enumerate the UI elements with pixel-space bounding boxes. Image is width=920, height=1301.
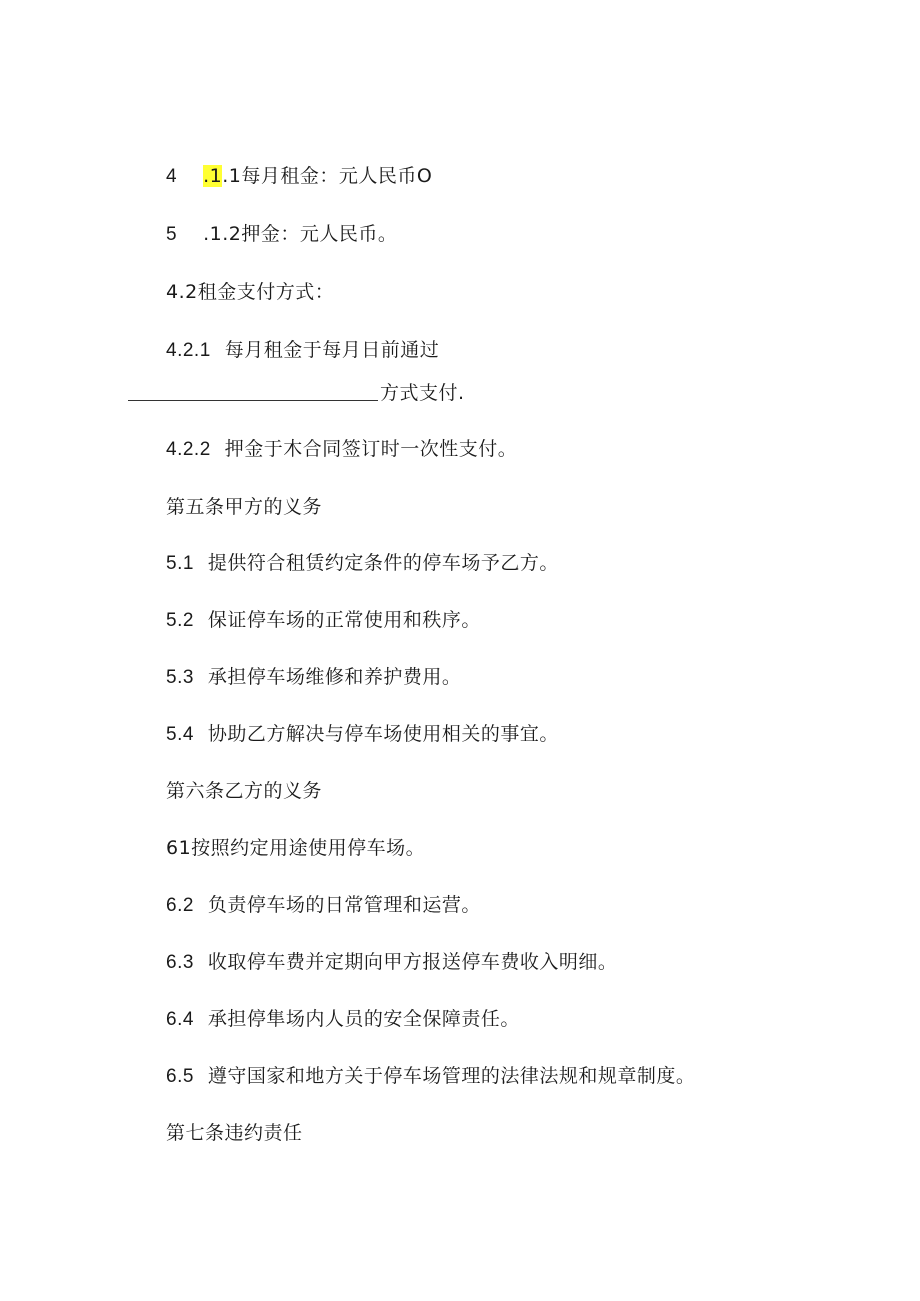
payment-method-text	[380, 380, 465, 406]
clause-text: 每月租金于每月日前通过	[224, 339, 440, 361]
clause-4-2	[166, 279, 334, 305]
clause-4-1-1	[166, 163, 432, 190]
clause-4-2-1	[166, 337, 439, 364]
clause-number: 4.2.2	[166, 439, 211, 460]
clause-6-4	[166, 1006, 520, 1033]
clause-number: 5	[166, 224, 178, 245]
clause-text: 承担停隼场内人员的安全保障责任。	[207, 1008, 520, 1030]
clause-6-2	[166, 892, 481, 919]
clause-5-4	[166, 721, 559, 748]
clause-5-3	[166, 664, 461, 691]
article-6-heading	[166, 778, 322, 804]
clause-number: 4	[166, 166, 178, 187]
clause-text: 方式支付.	[380, 382, 465, 404]
clause-number: 6.5	[166, 1066, 194, 1087]
clause-text: 负责停车场的日常管理和运营。	[207, 894, 481, 916]
heading-text: 第七条违约责任	[166, 1122, 303, 1144]
clause-5-1	[166, 550, 559, 577]
clause-6-5	[166, 1063, 695, 1090]
clause-text: 保证停车场的正常使用和秩序。	[207, 609, 481, 631]
clause-4-2-2	[166, 436, 517, 463]
clause-6-3	[166, 949, 617, 976]
clause-number: 5.3	[166, 667, 194, 688]
clause-number: 6.3	[166, 952, 194, 973]
fill-in-blank-line	[128, 400, 378, 401]
highlighted-text: .1	[203, 165, 223, 187]
clause-5-1-2	[166, 221, 397, 248]
clause-5-2	[166, 607, 481, 634]
heading-text: 第六条乙方的义务	[166, 780, 323, 802]
clause-number: 5.1	[166, 553, 194, 574]
clause-text: 协助乙方解决与停车场使用相关的事宜。	[207, 723, 559, 745]
clause-number: 5.2	[166, 610, 194, 631]
clause-text: 61按照约定用途使用停车场。	[166, 837, 426, 859]
clause-text: 4.2租金支付方式：	[166, 281, 335, 303]
clause-text: 遵守国家和地方关于停车场管理的法律法规和规章制度。	[207, 1065, 696, 1087]
clause-number: 5.4	[166, 724, 194, 745]
article-7-heading	[166, 1120, 303, 1146]
clause-number: 4.2.1	[166, 340, 211, 361]
clause-text: .1.2押金：元人民币。	[203, 223, 398, 245]
clause-text: 押金于木合同签订时一次性支付。	[224, 438, 518, 460]
clause-text: 提供符合租赁约定条件的停车场予乙方。	[207, 552, 559, 574]
clause-text: 承担停车场维修和养护费用。	[207, 666, 462, 688]
clause-text: 收取停车费并定期向甲方报送停车费收入明细。	[207, 951, 618, 973]
clause-text: .1每月租金：元人民币O	[222, 165, 433, 187]
clause-number: 6.2	[166, 895, 194, 916]
article-5-heading	[166, 494, 322, 520]
clause-6-1	[166, 835, 425, 861]
heading-text: 第五条甲方的义务	[166, 496, 323, 518]
clause-number: 6.4	[166, 1009, 194, 1030]
